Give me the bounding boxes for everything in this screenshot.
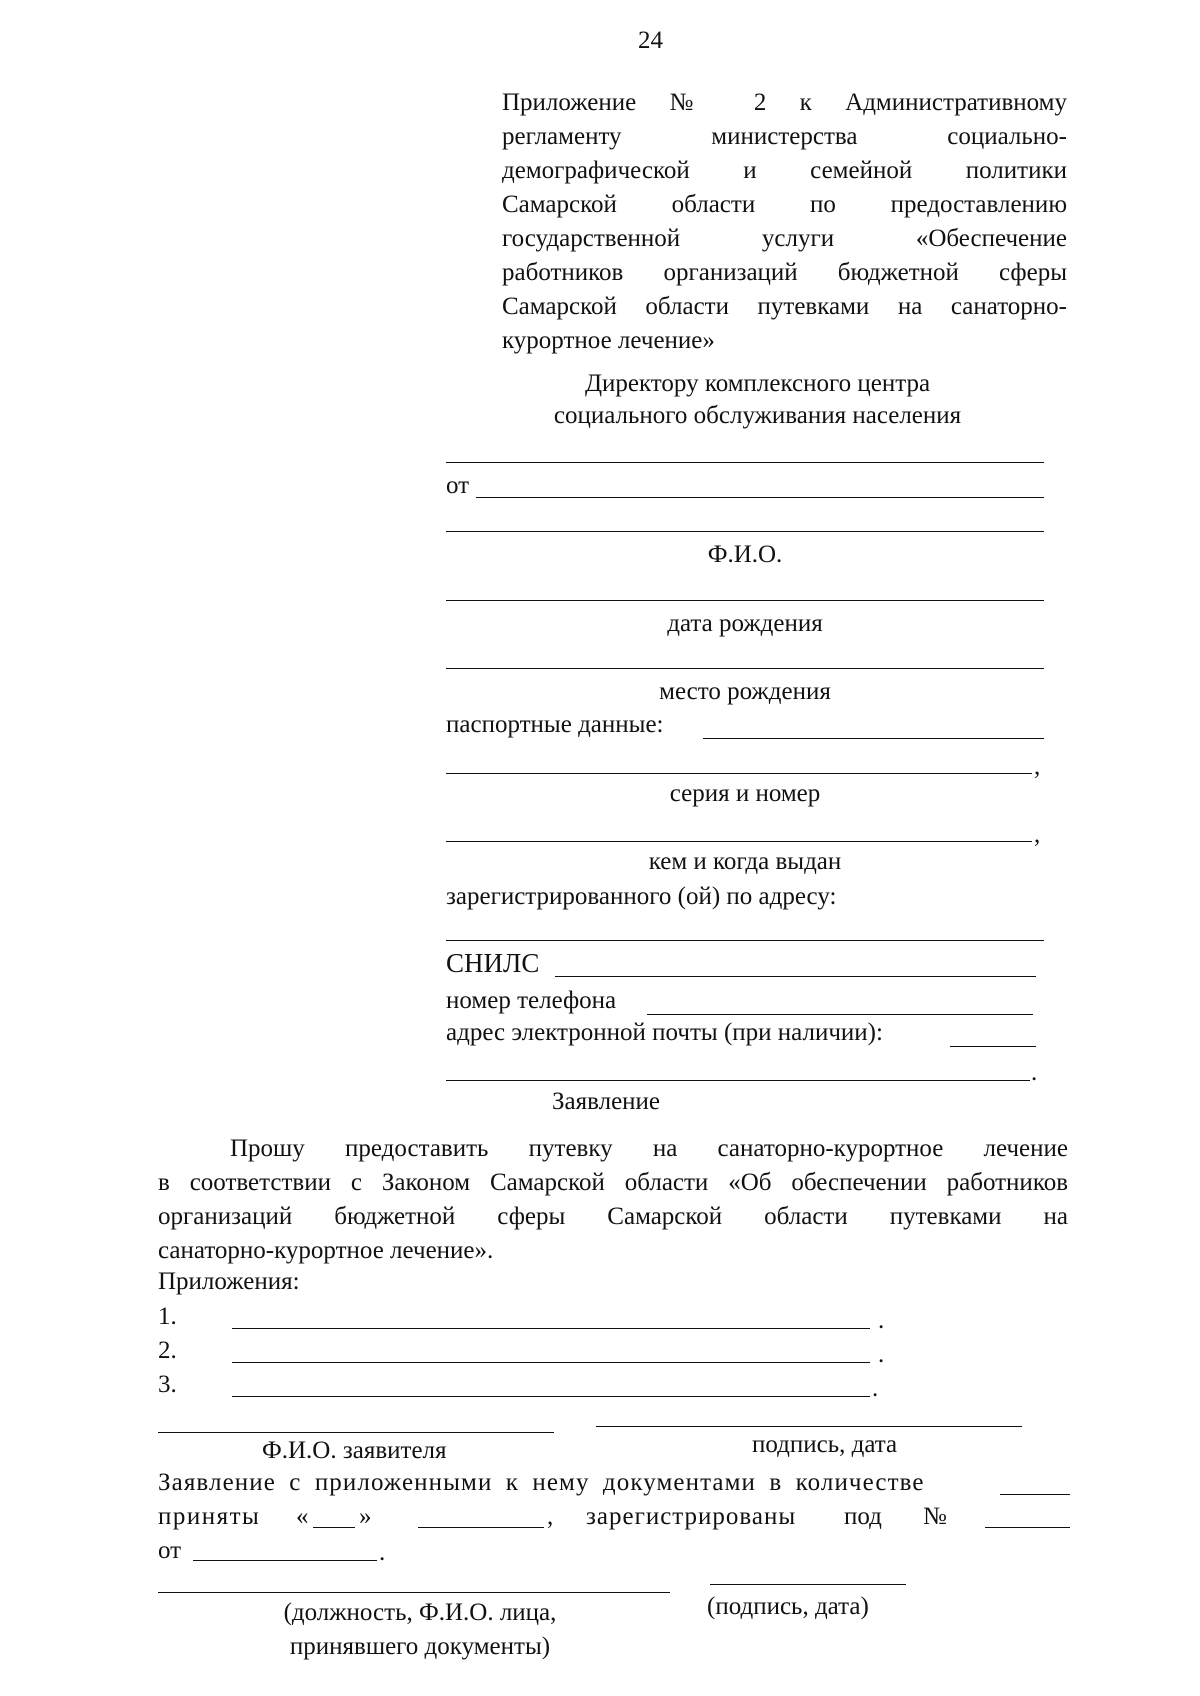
statement-body bbox=[158, 1132, 1068, 1268]
email-label: адрес электронной почты (при наличии): bbox=[446, 1019, 883, 1046]
attachment-number: 1. bbox=[158, 1303, 177, 1330]
accepted-label: приняты bbox=[158, 1503, 261, 1530]
applicant-sign-field[interactable] bbox=[596, 1426, 1022, 1427]
birth-place-field[interactable] bbox=[446, 668, 1044, 669]
month-year-field[interactable] bbox=[418, 1527, 544, 1528]
issued-caption: кем и когда выдан bbox=[648, 848, 842, 875]
period: . bbox=[1031, 1059, 1038, 1086]
annex-header-line: демографической и семейной политики bbox=[502, 157, 1067, 184]
applicant-fio-caption: Ф.И.О. заявителя bbox=[262, 1437, 447, 1464]
from-label: от bbox=[158, 1537, 182, 1564]
registered-label: зарегистрированы bbox=[586, 1503, 797, 1530]
acceptance-text: Заявление с приложенными к нему документами в количестве bbox=[158, 1469, 925, 1496]
annex-header bbox=[502, 86, 1067, 358]
statement-line: Прошу предоставить путевку на санаторно-курортное лечение bbox=[230, 1135, 1068, 1162]
acceptance-line bbox=[158, 1466, 1068, 1500]
dot: . bbox=[872, 1375, 879, 1402]
email-field[interactable] bbox=[950, 1046, 1036, 1047]
document-count-field[interactable] bbox=[1000, 1494, 1070, 1495]
applicant-sign-caption: подпись, дата bbox=[752, 1431, 898, 1458]
day-field[interactable] bbox=[313, 1527, 355, 1528]
blank-line[interactable] bbox=[446, 462, 1044, 463]
address-field[interactable] bbox=[446, 940, 1044, 941]
snils-label: СНИЛС bbox=[446, 948, 540, 978]
under-label: под bbox=[844, 1503, 882, 1530]
attachment-number: 3. bbox=[158, 1371, 177, 1398]
applicant-fio-field[interactable] bbox=[158, 1432, 554, 1433]
statement-line: санаторно-курортное лечение». bbox=[158, 1237, 494, 1264]
phone-field[interactable] bbox=[647, 1014, 1033, 1015]
statement-line: организаций бюджетной сферы Самарской области путевками на bbox=[158, 1203, 1068, 1230]
from-field[interactable] bbox=[476, 497, 1044, 498]
comma: , bbox=[1034, 753, 1041, 780]
series-caption: серия и номер bbox=[669, 780, 821, 807]
passport-field-2[interactable] bbox=[446, 773, 1032, 774]
attachment-field-3[interactable] bbox=[232, 1396, 870, 1397]
quote-open: « bbox=[296, 1503, 309, 1530]
addressee-line: социального обслуживания населения bbox=[553, 402, 962, 429]
annex-header-line: работников организаций бюджетной сферы bbox=[502, 259, 1067, 286]
statement-title: Заявление bbox=[552, 1088, 661, 1115]
attachment-field-1[interactable] bbox=[232, 1328, 870, 1329]
annex-header-line: регламенту министерства социально- bbox=[502, 123, 1067, 150]
birth-place-caption: место рождения bbox=[659, 678, 831, 705]
phone-label: номер телефона bbox=[446, 987, 617, 1014]
comma: , bbox=[547, 1503, 554, 1530]
annex-header-line: Самарской области путевками на санаторно- bbox=[502, 293, 1067, 320]
registration-number-field[interactable] bbox=[985, 1527, 1070, 1528]
annex-header-line: Приложение № 2 к Административному bbox=[502, 89, 1067, 116]
email-field-2[interactable] bbox=[446, 1080, 1030, 1081]
annex-header-line: Самарской области по предоставлению bbox=[502, 191, 1067, 218]
attachment-number: 2. bbox=[158, 1337, 177, 1364]
passport-label: паспортные данные: bbox=[446, 711, 664, 738]
number-sign: № bbox=[923, 1503, 947, 1530]
attachments-label: Приложения: bbox=[158, 1268, 300, 1295]
annex-header-line: государственной услуги «Обеспечение bbox=[502, 225, 1067, 252]
comma: , bbox=[1034, 821, 1041, 848]
annex-header-line: курортное лечение» bbox=[502, 327, 715, 354]
birth-date-field[interactable] bbox=[446, 600, 1044, 601]
dot: . bbox=[878, 1341, 885, 1368]
registered-label: зарегистрированного (ой) по адресу: bbox=[446, 883, 837, 910]
birth-date-caption: дата рождения bbox=[667, 610, 823, 637]
fio-caption: Ф.И.О. bbox=[707, 541, 783, 568]
from-label: от bbox=[446, 472, 470, 499]
passport-field[interactable] bbox=[703, 738, 1044, 739]
officer-position-field[interactable] bbox=[158, 1592, 670, 1593]
officer-sign-caption: (подпись, дата) bbox=[707, 1593, 869, 1620]
page-number: 24 bbox=[638, 27, 663, 54]
addressee-line: Директору комплексного центра bbox=[584, 370, 931, 397]
period: . bbox=[379, 1539, 386, 1566]
snils-field[interactable] bbox=[555, 976, 1036, 977]
officer-position-caption: принявшего документы) bbox=[289, 1633, 551, 1660]
officer-position-caption: (должность, Ф.И.О. лица, bbox=[283, 1599, 557, 1626]
issued-field[interactable] bbox=[446, 841, 1032, 842]
statement-line: в соответствии с Законом Самарской области «Об обеспечении работников bbox=[158, 1169, 1068, 1196]
attachment-field-2[interactable] bbox=[232, 1362, 870, 1363]
officer-sign-field[interactable] bbox=[710, 1584, 906, 1585]
quote-close: » bbox=[359, 1503, 372, 1530]
dot: . bbox=[878, 1307, 885, 1334]
registration-date-field[interactable] bbox=[193, 1560, 377, 1561]
blank-line[interactable] bbox=[446, 531, 1044, 532]
